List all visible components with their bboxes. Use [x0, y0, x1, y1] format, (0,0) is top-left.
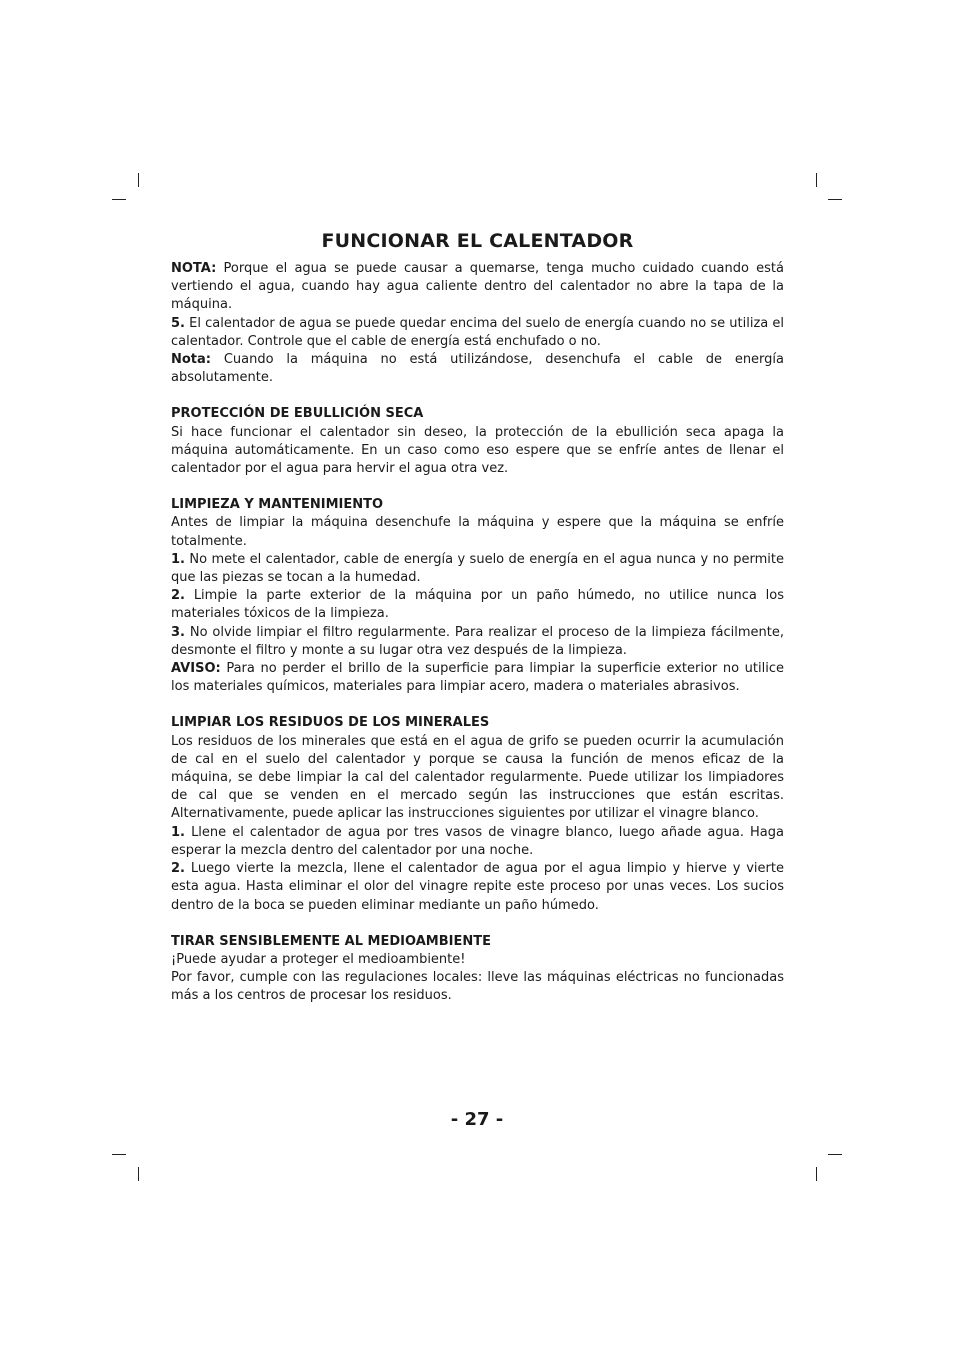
paragraph-text: Para no perder el brillo de la superficie para limpiar la superficie exterior no utilice los materiales químicos, materiales para limpiar acero, madera o materiales abrasivos. — [171, 661, 784, 695]
paragraph — [171, 351, 784, 387]
paragraph — [171, 587, 784, 623]
paragraph-label: 1. — [171, 551, 185, 567]
section-heading: PROTECCIÓN DE EBULLICIÓN SECA — [171, 406, 424, 422]
paragraph-label: NOTA: — [171, 261, 217, 276]
paragraph-label: 1. — [171, 824, 185, 840]
paragraph-text: Por favor, cumple con las regulaciones locales: lleve las máquinas eléctricas no funcionadas más a los centros de procesar los residuos. — [171, 970, 784, 1004]
crop-mark-top-right-horizontal — [828, 199, 842, 200]
paragraph — [171, 624, 784, 660]
page-number: - 27 - — [450, 1109, 504, 1130]
paragraph-text: Luego vierte la mezcla, llene el calentador de agua por el agua limpio y hierve y vierte esta agua. Hasta eliminar el olor del vinagre repite este proceso por unas veces. Los sucios dentro de la boca se pueden eliminar mediante un paño húmedo. — [171, 861, 784, 913]
section-heading: TIRAR SENSIBLEMENTE AL MEDIOAMBIENTE — [171, 933, 491, 949]
paragraph-label: 5. — [171, 315, 185, 331]
paragraph — [171, 424, 784, 479]
paragraph-text: No mete el calentador, cable de energía y suelo de energía en el agua nunca y no permite que las piezas se tocan a la humedad. — [171, 551, 784, 586]
paragraph-text: Porque el agua se puede causar a quemarse, tenga mucho cuidado cuando está vertiendo el agua, cuando hay agua caliente dentro del calentador no abre la tapa de la máquina. — [171, 261, 784, 313]
page-title: FUNCIONAR EL CALENTADOR — [321, 230, 634, 252]
crop-mark-bottom-right-horizontal — [828, 1154, 842, 1155]
paragraph — [171, 551, 784, 587]
page-content — [171, 230, 784, 1006]
paragraph-text: El calentador de agua se puede quedar encima del suelo de energía cuando no se utiliza el calentador. Controle que el cable de energía está enchufado o no. — [171, 315, 784, 349]
paragraph-text: Si hace funcionar el calentador sin deseo, la protección de la ebullición seca apaga la máquina automáticamente. En un caso como eso espere que se enfríe antes de llenar el calentador por el agua para hervir el agua otra vez. — [171, 424, 784, 477]
crop-mark-top-right-vertical — [816, 173, 817, 187]
paragraph-label: 3. — [171, 624, 185, 640]
paragraph — [171, 951, 784, 969]
paragraph — [171, 315, 784, 351]
paragraph — [171, 860, 784, 915]
paragraph-text: No olvide limpiar el filtro regularmente. Para realizar el proceso de la limpieza fácilmente, desmonte el filtro y monte a su lugar otra vez después de la limpieza. — [171, 624, 784, 658]
paragraph-text: Los residuos de los minerales que está en el agua de grifo se pueden ocurrir la acumulación de cal en el suelo del calentador y porque se causa la función de menos eficaz de la máquina, se debe limpiar la cal del calentador regularmente. Puede utilizar los limpiadores de cal que se venden en el mercado según las instrucciones que están escritas. Alternativamente, puede aplicar las instrucciones siguientes por utilizar el vinagre blanco. — [171, 733, 784, 822]
crop-mark-bottom-right-vertical — [816, 1167, 817, 1181]
crop-mark-top-left-horizontal — [112, 199, 126, 200]
paragraph — [171, 824, 784, 860]
section-heading: LIMPIAR LOS RESIDUOS DE LOS MINERALES — [171, 715, 490, 731]
paragraph-label: 2. — [171, 588, 185, 604]
section — [171, 714, 784, 914]
intro-block — [171, 260, 784, 387]
crop-mark-bottom-left-horizontal — [112, 1154, 126, 1155]
paragraph — [171, 260, 784, 315]
crop-mark-bottom-left-vertical — [138, 1167, 139, 1181]
paragraph-label: Nota: — [171, 352, 211, 368]
paragraph-label: 2. — [171, 861, 185, 877]
crop-mark-top-left-vertical — [138, 173, 139, 187]
paragraph — [171, 969, 784, 1005]
section — [171, 933, 784, 1006]
paragraph — [171, 514, 784, 550]
paragraph-label: AVISO: — [171, 661, 221, 677]
paragraph-text: Limpie la parte exterior de la máquina por un paño húmedo, no utilice nunca los materiales tóxicos de la limpieza. — [171, 588, 784, 622]
paragraph-text: Antes de limpiar la máquina desenchufe la máquina y espere que la máquina se enfríe totalmente. — [171, 515, 784, 549]
paragraph-text: Llene el calentador de agua por tres vasos de vinagre blanco, luego añade agua. Haga esperar la mezcla dentro del calentador por una noche. — [171, 824, 784, 858]
paragraph-text: Cuando la máquina no está utilizándose, desenchufa el cable de energía absolutamente. — [171, 352, 784, 386]
paragraph — [171, 733, 784, 824]
sections-block — [171, 405, 784, 1005]
section — [171, 496, 784, 696]
paragraph — [171, 660, 784, 696]
section-heading: LIMPIEZA Y MANTENIMIENTO — [171, 497, 384, 513]
section — [171, 405, 784, 478]
paragraph-text: ¡Puede ayudar a proteger el medioambiente! — [171, 951, 466, 967]
